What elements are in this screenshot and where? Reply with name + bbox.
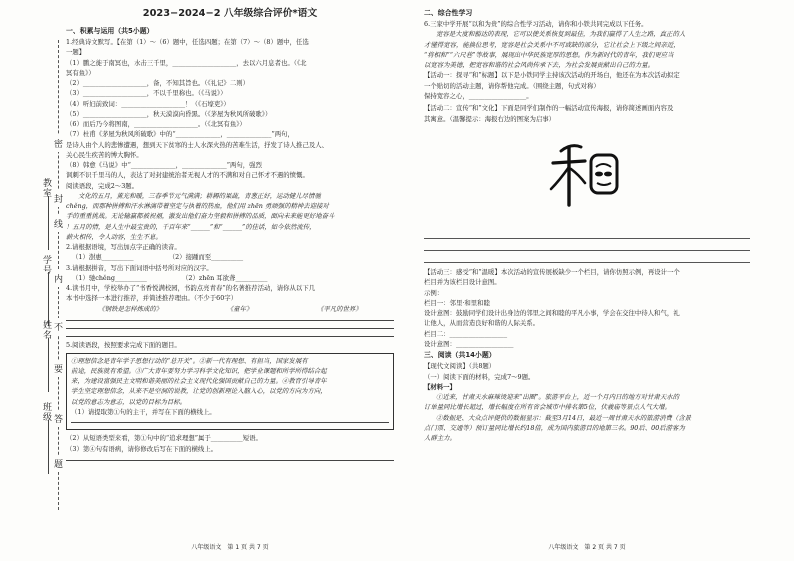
passage-line: 人群主力。 (424, 434, 456, 443)
question-text: （一）阅读下面的材料，完成7～9题。 (424, 372, 535, 381)
page-footer: 八年级语文 第 1 页 共 7 页 (191, 544, 269, 552)
question-text: （1）请提取第①句的主干，并写在下面的横线上。 (71, 407, 216, 416)
calligraphy-he-icon (547, 133, 627, 217)
question-text: 冥有鱼》） (66, 68, 95, 77)
q2-item[interactable]: （2）接踵而至__________ (171, 253, 244, 262)
passage-box (66, 353, 394, 431)
seal-word: 不 (54, 318, 63, 335)
question-text: 一个贴切的活动主题，请你帮他完成。（围绕主题，句式对称） (424, 81, 600, 90)
section-heading: 二、综合性学习 (424, 9, 473, 17)
passage-line: 来，为建设富强民主文明和谐美丽的社会主义现代化强国贡献自己的力量。④教育引导青年 (71, 377, 327, 386)
passage-line: 以宽容为美德，把宽容和谐的社会风尚传承下去，为社会发展贡献出自己的力量。 (424, 61, 655, 70)
answer-line[interactable]: （2）从短语类型来看，第①句中的“追求理想”属于__________短语。 (66, 434, 262, 443)
class-label: 班级 (41, 402, 51, 422)
answer-line[interactable]: （4）听妇前致词：____________________！（《石壕吏》） (66, 99, 230, 108)
answer-line[interactable] (66, 328, 394, 329)
passage-line: 才懂得宽容，能换位思考，宽容是社会关系中不可或缺的部分，它让社会上下级之间亲近， (424, 40, 680, 49)
book-title: 《童年》 (226, 304, 253, 313)
page-footer: 八年级语文 第 2 页 共 7 页 (548, 544, 626, 552)
answer-line[interactable]: （5）____________________，秋天漠漠向昏黑。（《茅屋为秋风所破歌》） (66, 109, 272, 118)
answer-line[interactable]: （8）韩愈《马说》中“______________，______________”两句，强烈 (66, 161, 262, 170)
question-text: 讽刺不识千里马的人，表达了对封建统治者无视人才的不满和对自己怀才不遇的愤慨。 (66, 171, 309, 180)
answer-line[interactable] (424, 253, 750, 263)
name-label: 姓名 (41, 320, 51, 340)
activity-heading: 【活动二：宣传“和”文化】下面是同学们制作的一幅活动宣传海报，请你简述画面内容及 (424, 104, 674, 113)
class-field[interactable] (48, 420, 49, 474)
question-text: 3.请根据拼音，写出下面词语中括号所对应的汉字。 (66, 263, 213, 272)
student-number-label: 学号 (41, 255, 51, 275)
answer-line[interactable]: 设计意图：__________________ (424, 339, 514, 348)
passage-line: 文化的五月，薰光和暖，三春季节元气满满；耕耨的果蔬，青葱正好，运动健儿尽情驰 (78, 191, 321, 200)
book-title: 《钢铁是怎样炼成的》 (98, 304, 163, 313)
question-text: （3）第④句有语病，请你修改后写在下面的横线上。 (66, 444, 218, 453)
q3-item[interactable]: （2）zhēn 耳欲聋__________ (185, 273, 268, 282)
answer-line[interactable] (424, 229, 750, 239)
binding-margin (0, 0, 66, 561)
question-text: 5.阅读语段，按照要求完成下面的题目。 (66, 341, 181, 350)
question-text: 示例： (424, 288, 444, 297)
material-heading: 【材料一】 (424, 382, 456, 391)
answer-line[interactable]: 栏目二：__________________ (424, 329, 508, 338)
question-text: 4.读书月中，学校举办了“书香悦满校园，书韵点亮青春”的名著推荐活动，请你从以下几 (66, 284, 316, 293)
seal-word: 要 (54, 360, 63, 377)
q3-item[interactable]: （1）驰chěng__________ (72, 273, 147, 282)
question-text: 是诗人由个人的悲惨遭遇，想到天下贫寒的士人水深火热的苦难生活，抒发了诗人推己及人、 (66, 140, 329, 149)
question-text: 6.三家中学开展“以和为贵”的综合性学习活动，请你和小铁共同完成以下任务。 (424, 20, 648, 29)
section-heading: 一、积累与运用（共5小题） (66, 26, 154, 35)
question-text: 阅读语段，完成2～3题。 (66, 181, 139, 190)
question-text: 其寓意。（温馨提示：海报右边的图案为启事） (424, 114, 556, 123)
answer-line[interactable]: （2）____________________，备，不知其旨也。（《礼记》二则） (66, 79, 249, 88)
name-field[interactable] (48, 338, 49, 392)
answer-line[interactable] (66, 320, 394, 321)
q2-item[interactable]: （1）澍惠__________ (72, 253, 134, 262)
passage-line: 学生坚定理想信念，从来不是空洞的说教，让党的创新理论入脑入心，以党的方向为方向， (71, 387, 327, 396)
subsection-heading: 【现代文阅读】（共8题） (424, 362, 496, 371)
passage-line: 前途，民族就有希望。③广大青年要努力学习科学文化知识，把学业课题和所学所得结合起 (71, 366, 327, 375)
answer-line[interactable] (66, 460, 394, 461)
passage-line: 薪火相传，令人动容，生生不息。 (66, 232, 162, 241)
activity-heading: 【活动一：探寻“和”标题】以下是小铁同学主持该次活动的开场白，他还在为本次活动拟定 (424, 71, 680, 80)
passage-line: ②数据是、大众点评提供的数据显示：截至3月14日，最近一周甘肃天水的旅游消费（含景 (436, 413, 692, 422)
question-text: 2.请根据语境，写出加点字正确的读音。 (66, 243, 181, 252)
answer-line[interactable]: （6）而后乃今将图南，____________________。（《北冥有鱼》） (66, 120, 246, 129)
passage-line: 以党的意志为意志，以党的目标为目标。 (71, 397, 187, 406)
example-text: 设计意图：鼓励同学们设计出身边的邻里之间和睦的平凡小事，学会在交往中待人和气，礼 (424, 309, 680, 318)
seal-word: 内 (54, 270, 63, 287)
passage-line: “将相和”“六尺巷”等故事，展现出中华民族宽厚的思想。作为新时代的青年，我们更应当 (424, 50, 674, 59)
answer-line[interactable]: 保持宽容之心，__________________。 (424, 91, 533, 100)
answer-line[interactable] (66, 336, 394, 337)
section-heading: 三、阅读（共14小题） (424, 351, 496, 360)
question-text: 一题】 (66, 48, 86, 57)
page-1 (66, 6, 394, 554)
seal-word: 封 (54, 190, 63, 207)
answer-line[interactable]: （3）____________________，不以千里称也。（《马说》） (66, 89, 227, 98)
passage-line: ①近来，甘肃天水麻辣烫迎来“出圈”。旅游平台上，近一个月内日的地方对甘肃天水的 (436, 393, 679, 402)
answer-line[interactable]: （7）杜甫《茅屋为秋风所破歌》中的“______________，______________”两句， (66, 130, 294, 139)
classroom-field[interactable] (48, 196, 49, 250)
passage-line: ！五月的情，是人生中最宝贵的，千百年来“______”和“______”的佳话，如今依然流传， (66, 222, 316, 231)
question-text: 栏目并为该栏目设计意图。 (424, 278, 501, 287)
example-text: 栏目一：邻里·和里和睦 (424, 298, 490, 307)
book-title: 《平凡的世界》 (316, 304, 362, 313)
page-2 (424, 6, 750, 554)
poster-image (424, 133, 750, 217)
answer-line[interactable]: （1）鹏之徙于南冥也，水击三千里，____________________，去以六月息者也。（《北 (66, 58, 307, 67)
seal-word: 题 (54, 455, 63, 472)
question-text: 1.经典诗文默写。【在第（1）～（6）题中，任选四题；在第（7）～（8）题中，任选 (66, 38, 309, 47)
activity-heading: 【活动三：感受“和”温暖】本次活动的宣传展板缺少一个栏目，请你仿照示例，再设计一个 (424, 268, 680, 277)
passage-line: 宽容是大度和豁达的表现，它可以使关系恢复到最佳，为我们赢得了人生之路，真正的人 (436, 30, 686, 39)
answer-line[interactable] (66, 253, 394, 261)
classroom-label: 教室 (41, 178, 51, 198)
seal-word: 答 (54, 410, 63, 427)
question-text: 关心民生疾苦的博大胸怀。 (66, 150, 143, 159)
seal-word: 线 (54, 215, 63, 232)
student-number-field[interactable] (48, 272, 49, 326)
answer-line[interactable] (71, 422, 389, 423)
book-list (66, 305, 394, 313)
passage-line: chěng，而那种拼搏和汗水淋漓带着坚定与执着的热血，他们用 zhēn 勇顽强的精神去迎接对 (66, 202, 329, 211)
passage-line: 订单量同比增长超过，增长幅度在所有省会城市中排名第5位，伏羲庙等景点人气大增。 (424, 403, 671, 412)
seal-word: 密 (54, 135, 63, 152)
passage-line: 手的重重挑战。无论输赢都被祝福，激发出他们奋力坚毅和拼搏的品质，面向未来能更好地奋斗 (66, 212, 335, 221)
answer-line[interactable] (424, 241, 750, 251)
page-title: 2023−2024−2 八年级综合评价*语文 (142, 8, 318, 19)
passage-line: ①理想信念是青年学子思想行动的“总开关”。②新一代有理想、有担当，国家发展有 (71, 356, 308, 365)
question-text: 本书中选择一本进行推荐，并简述推荐理由。（不少于60字） (66, 294, 238, 303)
example-text: 让他人，从而营造良好和谐的人际关系。 (424, 319, 540, 328)
answer-line[interactable] (66, 274, 394, 282)
passage-line: 点门票、交通等）预订量同比增长约18倍，成为国内旅游目的地第三名。90后、00后游客为 (424, 423, 685, 432)
